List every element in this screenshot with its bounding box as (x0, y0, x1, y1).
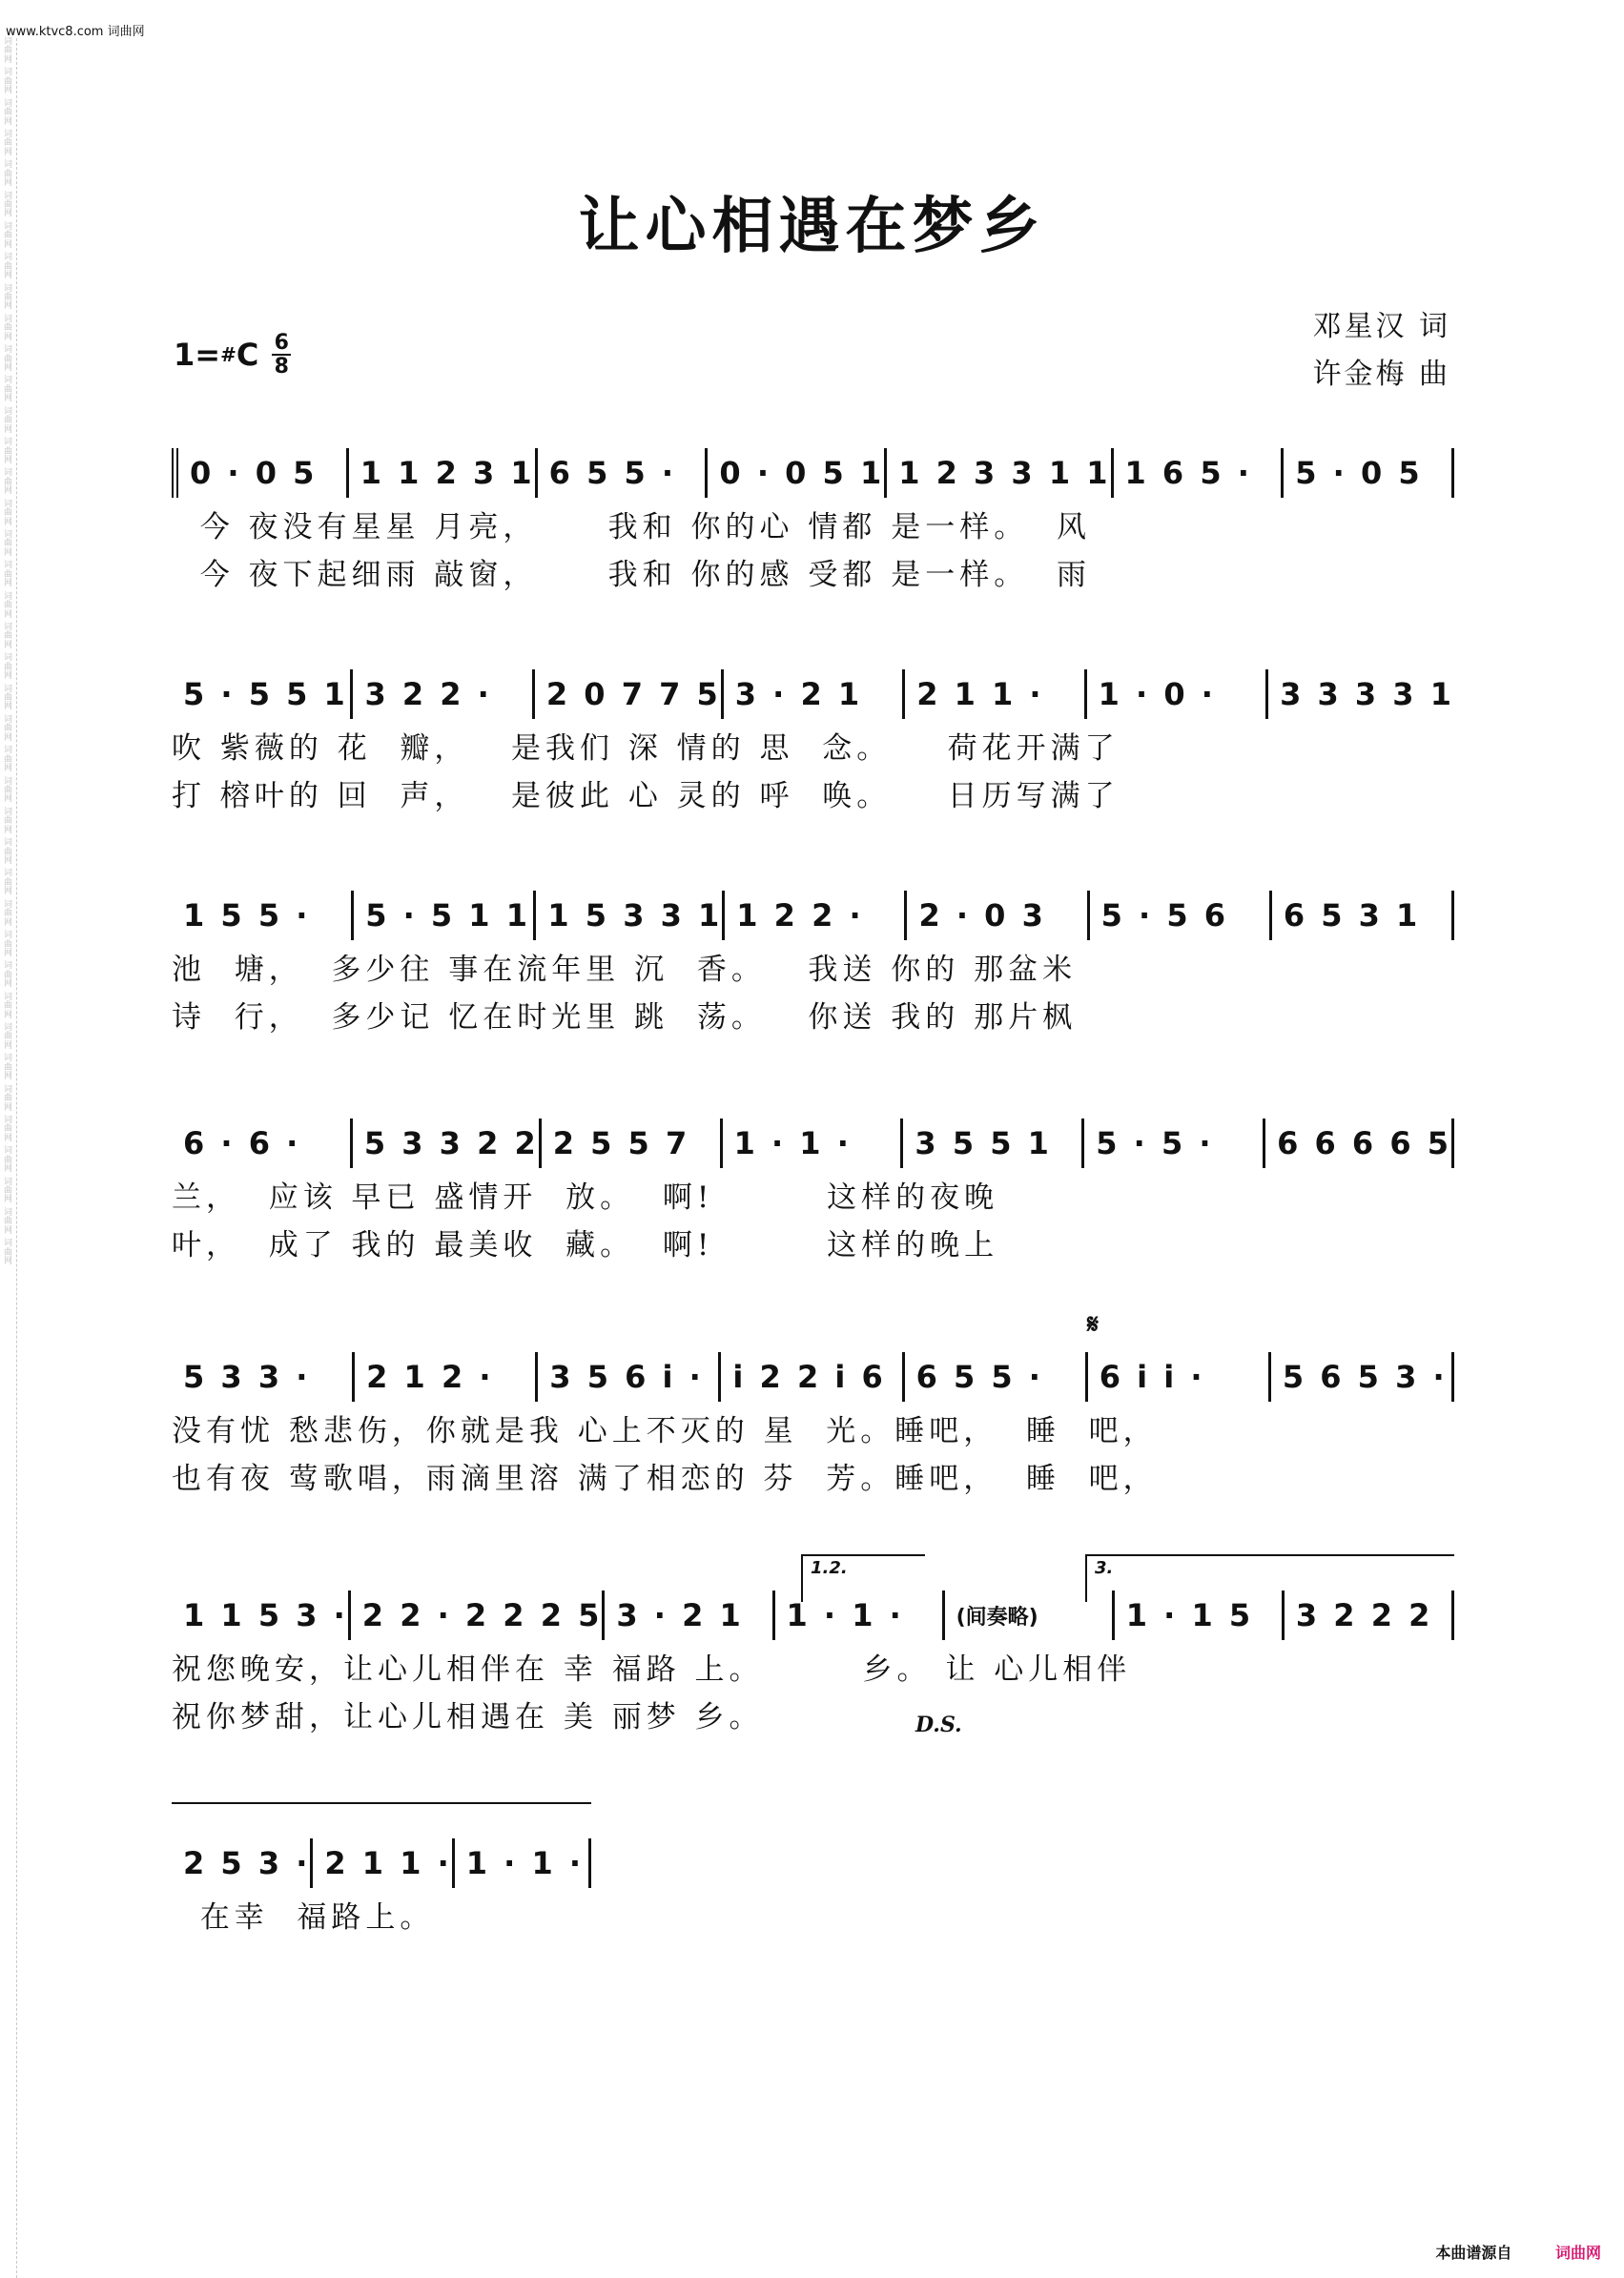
measure: 6 · 6 · (183, 1125, 301, 1161)
measure: 2 1 1 · (902, 669, 1083, 719)
side-watermark-text: 词 曲 网 (3, 283, 12, 312)
measure: 1 · 1 · (720, 1118, 901, 1168)
side-watermark-text: 词 曲 网 (3, 376, 12, 404)
notes-row (172, 891, 1454, 940)
measure: 3 · 2 1 (602, 1590, 771, 1640)
time-signature (272, 332, 291, 378)
side-watermark-text: 词 曲 网 (3, 869, 12, 897)
lyric-line-2: 祝你梦甜，让心儿相遇在 美 丽梦 乡。 (172, 1700, 764, 1734)
side-watermark-text: 词 曲 网 (3, 438, 12, 465)
side-watermark-text: 词 曲 网 (3, 807, 12, 835)
score-system-7 (172, 1838, 591, 1941)
lyric-line-2: 打 榕叶的 回 声， 是彼此 心 灵的 呼 唤。 日历写满了 (172, 779, 1120, 813)
side-watermark-text: 词 曲 网 (3, 684, 12, 712)
side-watermark-text: 词 曲 网 (3, 37, 12, 65)
notes-row (172, 1838, 591, 1888)
side-watermark-text: 词 曲 网 (3, 191, 12, 219)
side-watermark-text: 词 曲 网 (3, 1146, 12, 1175)
side-watermark-text: 词 曲 网 (3, 1084, 12, 1113)
side-watermark-text: 词 曲 网 (3, 253, 12, 281)
side-watermark-text: 词 曲 网 (3, 221, 12, 250)
side-watermark-text: 词 曲 网 (3, 992, 12, 1020)
side-watermark-text: 词 曲 网 (3, 129, 12, 157)
side-watermark-text: 词 曲 网 (3, 1177, 12, 1205)
measure: 1 · 1 · (772, 1590, 942, 1640)
measure: 1 1 2 3 1 (346, 448, 535, 498)
measure: 1 1 5 3 · (183, 1597, 348, 1633)
measure: 6 i i · (1085, 1352, 1268, 1402)
lyric-line-1: 在幸 福路上。 (172, 1900, 435, 1935)
side-watermark-text: 词 曲 网 (3, 591, 12, 620)
composer: 许金梅 曲 (1312, 358, 1450, 391)
measure: 5 3 3 · (183, 1359, 311, 1395)
score-system-6 (172, 1558, 1454, 1741)
lyric-line-1: 兰， 应该 早已 盛情开 放。 啊! 这样的夜晚 (172, 1180, 999, 1215)
lyricist: 邓星汉 词 (1312, 310, 1450, 343)
side-watermark-text: 词 曲 网 (3, 776, 12, 805)
notes-row (172, 1352, 1454, 1402)
measure: 2 0 7 7 5 (532, 669, 721, 719)
lyric-line-2: 今 夜下起细雨 敲窗， 我和 你的感 受都 是一样。 雨 (172, 558, 1091, 592)
segno-sign: 𝄋 (1087, 1308, 1100, 1340)
measure: 6 5 5 · (902, 1352, 1085, 1402)
site-header: www.ktvc8.com 词曲网 (6, 25, 145, 39)
volta-2-bracket: 3. (1085, 1554, 1454, 1602)
notes-row (172, 1590, 1454, 1640)
side-watermark-strip (0, 38, 17, 2278)
lyric-line-2: 诗 行， 多少记 忆在时光里 跳 荡。 你送 我的 那片枫 (172, 1000, 1078, 1035)
measure: 3 · 2 1 (721, 669, 902, 719)
side-watermark-text: 词 曲 网 (3, 1115, 12, 1143)
measure: 1 · 1 5 (1112, 1590, 1282, 1640)
measure: 5 · 5 · (1081, 1118, 1263, 1168)
side-watermark-text: 词 曲 网 (3, 406, 12, 435)
footer-text: 本曲谱源自 (1435, 2244, 1512, 2262)
side-watermark-text: 词 曲 网 (3, 468, 12, 497)
key-prefix: 1= (174, 337, 221, 373)
volta-1-bracket: 1.2. (801, 1554, 925, 1602)
side-watermark-text: 词 曲 网 (3, 1023, 12, 1051)
measure: 1 6 5 · (1111, 448, 1282, 498)
measure: 2 2 · 2 2 2 5 (348, 1590, 603, 1640)
score-system-3 (172, 891, 1454, 1041)
measure: 6 5 3 1 (1269, 891, 1451, 940)
measure: 0 · 0 5 (172, 448, 346, 498)
sharp-symbol: # (220, 343, 236, 366)
measure: 6 5 5 · (535, 448, 706, 498)
key-signature (174, 332, 291, 378)
measure: 1 2 2 · (722, 891, 904, 940)
measure: 1 · 1 · (452, 1838, 588, 1888)
side-watermark-text: 词 曲 网 (3, 68, 12, 96)
measure: 5 · 5 1 1 (351, 891, 533, 940)
measure: 1 · 0 · (1084, 669, 1265, 719)
side-watermark-text: 词 曲 网 (3, 530, 12, 558)
lyric-line-1: 今 夜没有星星 月亮， 我和 你的心 情都 是一样。 风 (172, 510, 1091, 544)
side-watermark-text: 词 曲 网 (3, 838, 12, 866)
measure: 2 5 5 7 (539, 1118, 720, 1168)
side-watermark-text: 词 曲 网 (3, 653, 12, 682)
notes-row (172, 669, 1454, 719)
measure: 2 1 2 · (352, 1352, 535, 1402)
score-system-5 (172, 1308, 1454, 1503)
score-system-4 (172, 1118, 1454, 1269)
interlude-note: (间奏略) (942, 1590, 1112, 1640)
measure: 3 3 3 3 1 (1265, 669, 1454, 719)
side-watermark-text: 词 曲 网 (3, 622, 12, 650)
measure: 2 5 3 · (183, 1845, 311, 1881)
lyric-line-1: 池 塘， 多少往 事在流年里 沉 香。 我送 你的 那盆米 (172, 953, 1078, 987)
measure: 5 · 5 6 (1087, 891, 1269, 940)
measure: 6 6 6 6 5 (1263, 1118, 1451, 1168)
lyric-line-1: 祝您晚安，让心儿相伴在 幸 福路 上。 乡。 让 心儿相伴 (172, 1652, 1132, 1687)
measure: 3 5 6 i · (535, 1352, 718, 1402)
side-watermark-text: 词 曲 网 (3, 98, 12, 127)
side-watermark-text: 词 曲 网 (3, 714, 12, 743)
side-watermark-text: 词 曲 网 (3, 1239, 12, 1267)
lyric-line-1: 没有忧 愁悲伤，你就是我 心上不灭的 星 光。睡吧， 睡 吧， (172, 1414, 1158, 1448)
side-watermark-text: 词 曲 网 (3, 314, 12, 342)
side-watermark-text: 词 曲 网 (3, 1207, 12, 1236)
side-watermark-text: 词 曲 网 (3, 561, 12, 589)
measure: 1 2 3 3 1 1 (884, 448, 1110, 498)
measure: 2 1 1 · (310, 1838, 451, 1888)
measure: 0 · 0 5 1 (705, 448, 884, 498)
measure: 2 · 0 3 (904, 891, 1086, 940)
side-watermark-text: 词 曲 网 (3, 1054, 12, 1082)
side-watermark-text: 词 曲 网 (3, 499, 12, 527)
footer-source (1435, 2241, 1601, 2263)
ds-mark: D.S. (915, 1713, 962, 1737)
song-title: 让心相遇在梦乡 (578, 191, 1046, 262)
measure: 5 · 0 5 (1281, 448, 1451, 498)
key-name: C (236, 337, 259, 373)
side-watermark-text: 词 曲 网 (3, 345, 12, 373)
lyric-line-2: 叶， 成了 我的 最美收 藏。 啊! 这样的晚上 (172, 1228, 999, 1262)
lyric-line-1: 吹 紫薇的 花 瓣， 是我们 深 情的 思 念。 荷花开满了 (172, 731, 1120, 766)
side-watermark-text: 词 曲 网 (3, 160, 12, 189)
time-sig-bottom: 8 (274, 355, 289, 379)
measure: 3 2 2 2 (1282, 1590, 1451, 1640)
side-watermark-text: 词 曲 网 (3, 931, 12, 958)
score-system-1 (172, 448, 1454, 599)
measure: 1 5 3 3 1 (533, 891, 722, 940)
side-watermark-text: 词 曲 网 (3, 746, 12, 774)
lyric-line-2: 也有夜 莺歌唱，雨滴里溶 满了相恋的 芬 芳。睡吧， 睡 吧， (172, 1462, 1158, 1496)
measure: 5 3 3 2 2 (350, 1118, 539, 1168)
score-system-2 (172, 669, 1454, 820)
measure: 1 5 5 · (183, 897, 311, 934)
measure: 3 2 2 · (350, 669, 531, 719)
notes-row (172, 448, 1454, 498)
side-watermark-text: 词 曲 网 (3, 899, 12, 928)
measure: 3 5 5 1 (900, 1118, 1081, 1168)
time-sig-top: 6 (274, 331, 289, 355)
measure: 5 · 5 5 1 (183, 676, 348, 712)
side-watermark-text: 词 曲 网 (3, 961, 12, 990)
measure: i 2 2 i 6 (718, 1352, 901, 1402)
notes-row (172, 1118, 1454, 1168)
measure: 5 6 5 3 · (1268, 1352, 1451, 1402)
credits (1312, 303, 1450, 399)
footer-brand[interactable]: 词曲网 (1554, 2244, 1601, 2262)
